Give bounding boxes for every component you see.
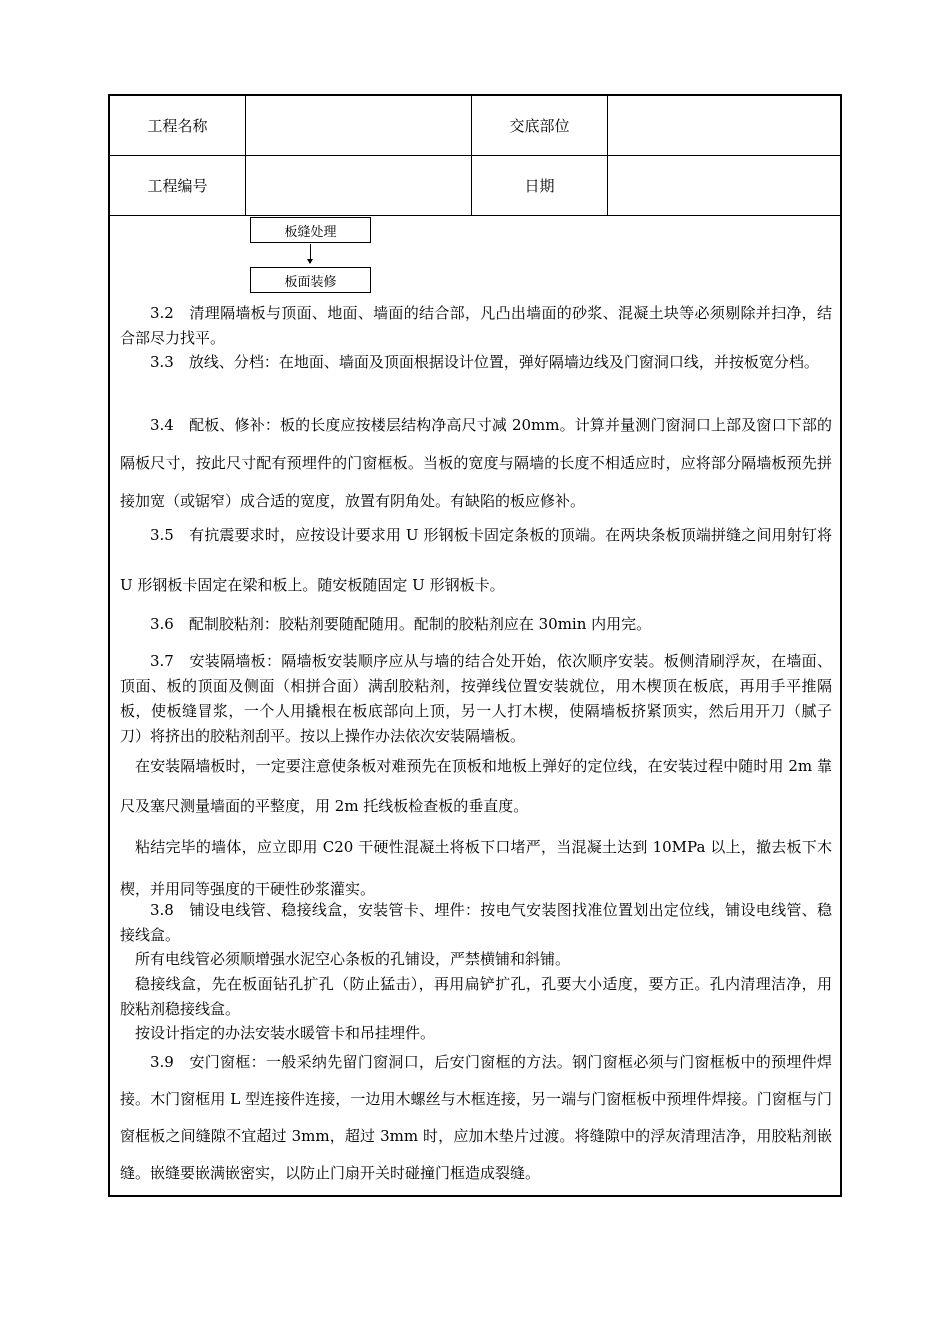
flow-step-seam-treatment: 板缝处理 — [250, 217, 371, 243]
date-label: 日期 — [472, 156, 608, 215]
paragraph-3-7-grouting: 粘结完毕的墙体，应立即用 C20 干硬性混凝土将板下口堵严，当混凝土达到 10MPa 以上，撤去板下木楔，并用同等强度的干硬性砂浆灌实。 — [120, 838, 832, 898]
date-value — [608, 156, 840, 215]
paragraph-3-8: 3.8 铺设电线管、稳接线盒，安装管卡、埋件：按电气安装图找准位置划出定位线，铺设电线管、稳接线盒。 — [120, 901, 832, 944]
paragraph-3-7: 3.7 安装隔墙板：隔墙板安装顺序应从与墙的结合处开始，依次顺序安装。板侧清刷浮灰，在墙面、顶面、板的顶面及侧面（相拼合面）满刮胶粘剂，按弹线位置安装就位，用木楔顶在板底，再用手平推隔板，使板缝冒浆，一个人用撬根在板底部向上顶，另一人打木楔，使隔墙板挤紧顶实，然后用开刀（腻子刀）将挤出的胶粘剂刮平。按以上操作办法依次安装隔墙板。 — [120, 652, 832, 745]
disclosure-table — [108, 94, 842, 1197]
paragraph-3-8-fittings: 按设计指定的办法安装水暖管卡和吊挂埋件。 — [135, 1024, 436, 1042]
flow-step-surface-finish: 板面装修 — [250, 267, 371, 293]
location-label: 交底部位 — [472, 96, 608, 155]
header-row-1 — [110, 96, 840, 156]
paragraph-3-8-box: 稳接线盒，先在板面钻孔扩孔（防止猛击），再用扁铲扩孔，孔要大小适度，要方正。孔内清理洁净，用胶粘剂稳接线盒。 — [120, 975, 832, 1018]
paragraph-3-5: 3.5 有抗震要求时，应按设计要求用 U 形钢板卡固定条板的顶端。在两块条板顶端拼缝之间用射钉将 U 形钢板卡固定在梁和板上。随安板随固定 U 形钢板卡。 — [120, 526, 832, 594]
paragraph-3-6: 3.6 配制胶粘剂：胶粘剂要随配随用。配制的胶粘剂应在 30min 内用完。 — [150, 615, 652, 633]
paragraph-3-7-alignment: 在安装隔墙板时，一定要注意使条板对难预先在顶板和地板上弹好的定位线，在安装过程中随时用 2m 靠尺及塞尺测量墙面的平整度，用 2m 托线板检查板的垂直度。 — [120, 757, 832, 815]
header-row-2 — [110, 156, 840, 216]
flow-arrow-head-icon — [307, 259, 313, 264]
paragraph-3-8-conduit: 所有电线管必须顺增强水泥空心条板的孔铺设，严禁横铺和斜铺。 — [135, 950, 571, 968]
paragraph-3-2: 3.2 清理隔墙板与顶面、地面、墙面的结合部，凡凸出墙面的砂浆、混凝土块等必须剔除并扫净，结合部尽力找平。 — [120, 304, 832, 347]
location-value — [608, 96, 840, 155]
project-name-value — [246, 96, 472, 155]
project-no-value — [246, 156, 472, 215]
project-name-label: 工程名称 — [110, 96, 246, 155]
project-no-label: 工程编号 — [110, 156, 246, 215]
paragraph-3-4: 3.4 配板、修补：板的长度应按楼层结构净高尺寸减 20mm。计算并量测门窗洞口上部及窗口下部的隔板尺寸，按此尺寸配有预埋件的门窗框板。当板的宽度与隔墙的长度不相适应时，应将部分隔墙板预先拼接加宽（或锯窄）成合适的宽度，放置有阴角处。有缺陷的板应修补。 — [120, 416, 832, 510]
paragraph-3-3: 3.3 放线、分档：在地面、墙面及顶面根据设计位置，弹好隔墙边线及门窗洞口线，并按板宽分档。 — [150, 353, 819, 371]
paragraph-3-9: 3.9 安门窗框：一般采纳先留门窗洞口，后安门窗框的方法。钢门窗框必须与门窗框板中的预埋件焊接。木门窗框用 L 型连接件连接，一边用木螺丝与木框连接，另一端与门窗框板中预埋件焊接。门窗框与门窗框板之间缝隙不宜超过 3mm，超过 3mm 时，应加木垫片过渡。将缝隙中的浮灰清理洁净，用胶粘剂嵌缝。嵌缝要嵌满嵌密实，以防止门扇开关时碰撞门框造成裂缝。 — [120, 1053, 832, 1182]
